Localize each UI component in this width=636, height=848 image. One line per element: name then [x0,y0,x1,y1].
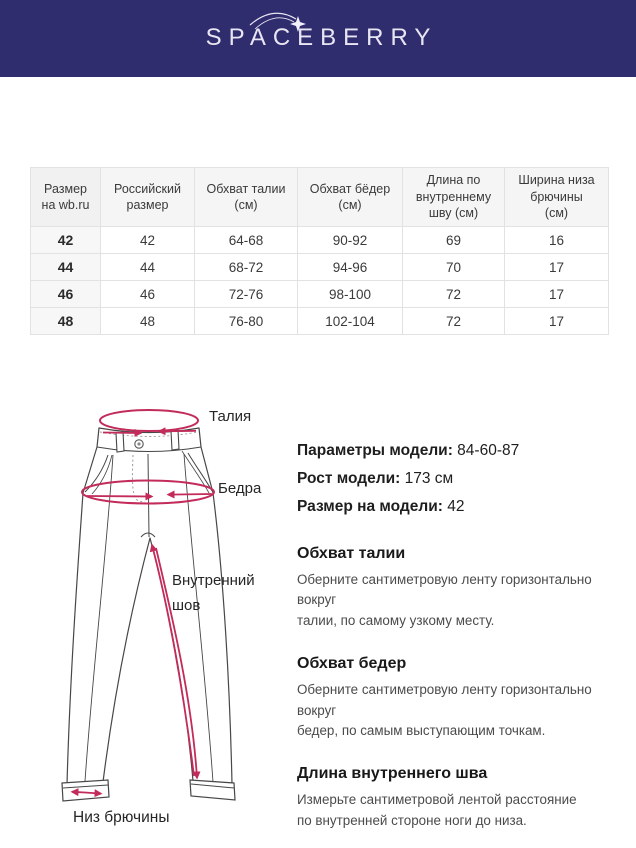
table-row [31,254,609,281]
table-cell: 72 [403,281,505,308]
column-header: Российский размер [101,168,195,227]
size-table-header-row [31,168,609,227]
table-cell: 94-96 [298,254,403,281]
table-cell: 102-104 [298,308,403,335]
model-height-line [297,465,619,493]
table-cell: 72 [403,308,505,335]
table-cell: 90-92 [298,227,403,254]
column-header: Размер на wb.ru [31,168,101,227]
table-cell: 42 [31,227,101,254]
table-cell: 42 [101,227,195,254]
size-table [30,167,609,335]
table-cell: 46 [101,281,195,308]
table-cell: 68-72 [195,254,298,281]
table-cell: 46 [31,281,101,308]
guide-waist-text: Оберните сантиметровую ленту горизонтально вокруг талии, по самому узкому месту. [297,572,592,628]
guide-waist-title: Обхват талии [297,545,406,562]
table-row [31,308,609,335]
column-header: Обхват талии (см) [195,168,298,227]
guide-hips-text: Оберните сантиметровую ленту горизонтально вокруг бедер, по самым выступающим точкам. [297,682,592,738]
model-height-label: Рост модели: [297,470,401,487]
guide-hips-section [297,655,619,741]
table-row [31,281,609,308]
model-size-value: 42 [447,498,465,515]
column-header: Ширина низа брючины (см) [505,168,609,227]
table-cell: 69 [403,227,505,254]
table-cell: 17 [505,254,609,281]
waist-label: Талия [209,408,252,425]
model-height-value: 173 см [404,470,454,487]
table-cell: 17 [505,281,609,308]
table-cell: 44 [101,254,195,281]
brand-logo: SPACEBERRY [205,24,438,51]
model-params [297,437,619,521]
table-cell: 17 [505,308,609,335]
guide-waist-section [297,545,619,631]
guide-hips-title: Обхват бедер [297,655,407,673]
table-row [31,227,609,254]
model-params-value: 84-60-87 [457,442,520,459]
table-cell: 44 [31,254,101,281]
table-cell: 76-80 [195,308,298,335]
guide-inseam-title: Длина внутреннего шва [297,765,488,783]
table-cell: 98-100 [298,281,403,308]
table-cell: 48 [31,308,101,335]
model-size-line [297,493,619,521]
hips-label: Бедра [218,480,262,497]
table-cell: 48 [101,308,195,335]
table-cell: 72-76 [195,281,298,308]
table-cell: 16 [505,227,609,254]
model-size-label: Размер на модели: [297,498,443,515]
hem-label: Низ брючины [73,809,170,826]
table-cell: 70 [403,254,505,281]
guide-inseam-section [297,765,619,831]
measurement-info-column [297,437,619,831]
column-header: Длина по внутреннему шву (см) [403,168,505,227]
model-params-line [297,437,619,465]
inseam-label: Внутренний шов [172,572,255,614]
brand-header [0,0,636,77]
column-header: Обхват бёдер (см) [298,168,403,227]
model-params-label: Параметры модели: [297,442,453,459]
guide-inseam-text: Измерьте сантиметровой лентой расстояние по внутренней стороне ноги до низа. [297,792,577,828]
table-cell: 64-68 [195,227,298,254]
